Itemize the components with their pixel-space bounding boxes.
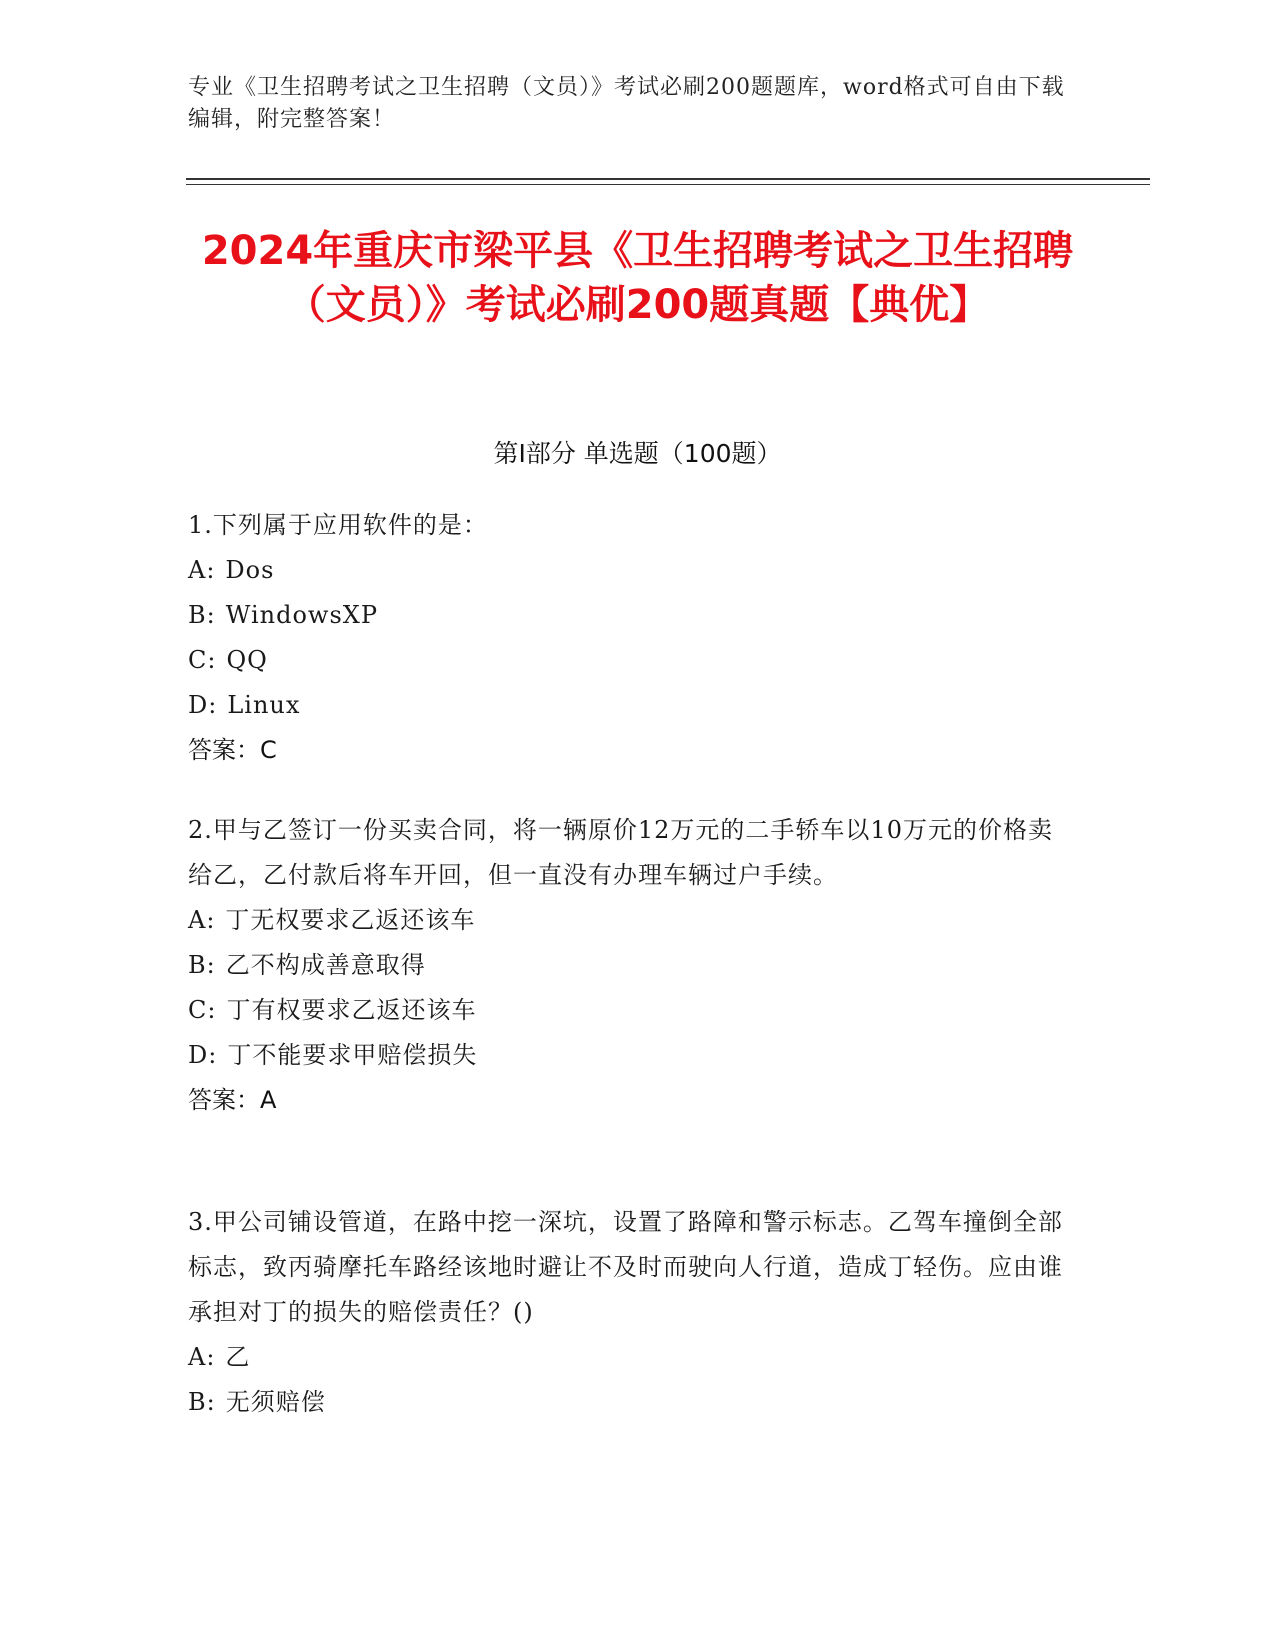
option-text: Dos bbox=[225, 556, 275, 584]
answer-line bbox=[188, 728, 1068, 773]
option-letter: A: bbox=[188, 556, 216, 584]
answer-label: 答案： bbox=[188, 1086, 260, 1114]
option-text: 丁不能要求甲赔偿损失 bbox=[227, 1041, 478, 1069]
header-note: 专业《卫生招聘考试之卫生招聘（文员）》考试必刷200题题库，word格式可自由下载编辑，附完整答案！ bbox=[188, 75, 1065, 132]
answer-value: A bbox=[260, 1086, 277, 1114]
question-3 bbox=[188, 1200, 1068, 1425]
question-stem: 2.甲与乙签订一份买卖合同，将一辆原价12万元的二手轿车以10万元的价格卖给乙，乙付款后将车开回，但一直没有办理车辆过户手续。 bbox=[188, 816, 1053, 889]
option-letter: A: bbox=[188, 1343, 216, 1371]
option-b[interactable] bbox=[188, 593, 1068, 638]
option-letter: C: bbox=[188, 996, 217, 1024]
header-divider-thick bbox=[186, 178, 1150, 180]
answer-label: 答案： bbox=[188, 736, 260, 764]
question-stem: 1.下列属于应用软件的是： bbox=[188, 511, 488, 539]
option-letter: A: bbox=[188, 906, 216, 934]
question-2 bbox=[188, 808, 1068, 1123]
option-a[interactable] bbox=[188, 1335, 1068, 1380]
option-text: WindowsXP bbox=[225, 601, 379, 629]
option-text: 丁有权要求乙返还该车 bbox=[226, 996, 477, 1024]
question-stem: 3.甲公司铺设管道，在路中挖一深坑，设置了路障和警示标志。乙驾车撞倒全部标志，致丙骑摩托车路经该地时避让不及时而驶向人行道，造成丁轻伤。应由谁承担对丁的损失的赔偿责任？() bbox=[188, 1208, 1063, 1326]
option-letter: B: bbox=[188, 951, 216, 979]
option-c[interactable] bbox=[188, 638, 1068, 683]
option-a[interactable] bbox=[188, 548, 1068, 593]
option-text: 乙 bbox=[225, 1343, 251, 1371]
option-b[interactable] bbox=[188, 1380, 1068, 1425]
question-1 bbox=[188, 503, 1068, 773]
section-heading: 第Ⅰ部分 单选题（100题） bbox=[493, 439, 782, 468]
option-letter: D: bbox=[188, 1041, 218, 1069]
option-d[interactable] bbox=[188, 683, 1068, 728]
option-letter: C: bbox=[188, 646, 217, 674]
option-text: 无须赔偿 bbox=[225, 1388, 326, 1416]
option-text: 乙不构成善意取得 bbox=[225, 951, 426, 979]
option-letter: D: bbox=[188, 691, 218, 719]
answer-value: C bbox=[260, 736, 277, 764]
option-c[interactable] bbox=[188, 988, 1068, 1033]
option-a[interactable] bbox=[188, 898, 1068, 943]
option-d[interactable] bbox=[188, 1033, 1068, 1078]
option-text: QQ bbox=[226, 646, 268, 674]
header-divider-thin bbox=[186, 184, 1150, 185]
option-text: 丁无权要求乙返还该车 bbox=[225, 906, 476, 934]
answer-line bbox=[188, 1078, 1068, 1123]
option-text: Linux bbox=[227, 691, 301, 719]
option-b[interactable] bbox=[188, 943, 1068, 988]
document-title: 2024年重庆市梁平县《卫生招聘考试之卫生招聘（文员）》考试必刷200题真题【典优】 bbox=[201, 228, 1074, 328]
option-letter: B: bbox=[188, 1388, 216, 1416]
option-letter: B: bbox=[188, 601, 216, 629]
